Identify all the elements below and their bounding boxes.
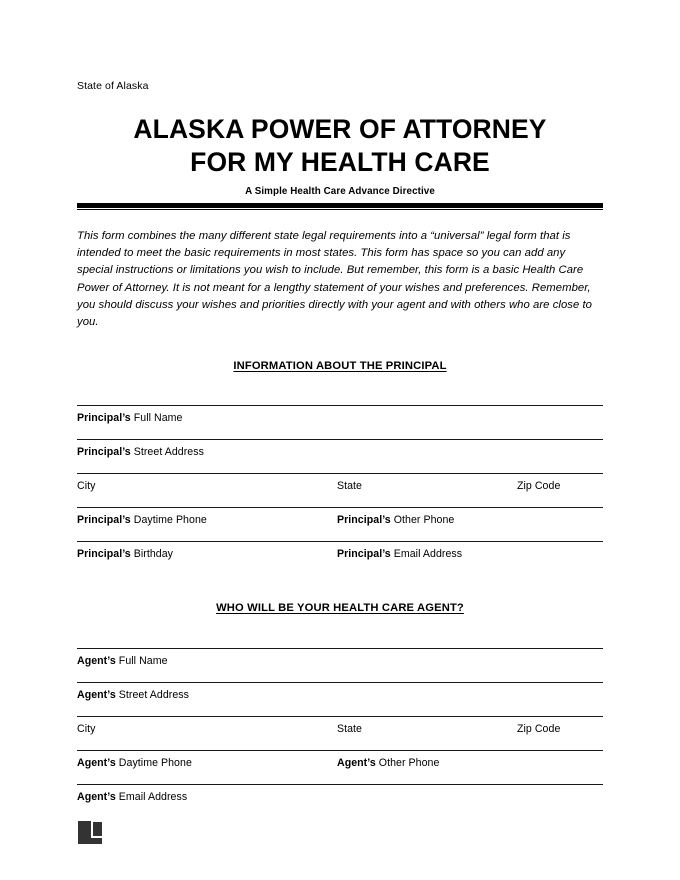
- label-principal-street-address-rest: Street Address: [130, 446, 204, 459]
- label-agent-zip-code: Zip Code: [517, 723, 561, 736]
- section-heading-principal: INFORMATION ABOUT THE PRINCIPAL: [233, 360, 447, 373]
- agent-form-block: [77, 614, 603, 810]
- label-agent-daytime-phone-bold: Agent’s: [77, 757, 116, 770]
- label-principal-email-rest: Email Address: [390, 548, 463, 561]
- label-principal-zip-code: Zip Code: [517, 480, 561, 493]
- label-agent-city: City: [77, 723, 96, 736]
- legal-templates-logo-icon: [78, 820, 102, 844]
- label-principal-city: City: [77, 480, 96, 493]
- label-principal-state: State: [337, 480, 362, 493]
- field-row-principal-full-name[interactable]: [77, 405, 603, 439]
- label-principal-birthday-rest: Birthday: [130, 548, 174, 561]
- field-row-agent-email[interactable]: [77, 784, 603, 810]
- label-principal-email: [337, 548, 462, 561]
- label-principal-other-phone-rest: Other Phone: [390, 514, 455, 527]
- label-principal-other-phone-bold: Principal’s: [337, 514, 391, 527]
- label-principal-birthday-bold: Principal’s: [77, 548, 131, 561]
- intro-paragraph: This form combines the many different state legal requirements into a “universal” legal form that is intended to meet the basic requirements in most states. This form has space so you can add any special instructions or limitations you wish to include. But remember, this form is a basic Health Care Power of Attorney. It is not meant for a lengthy statement of your wishes and preferences. Remember, you should discuss your wishes and priorities directly with your agent and with others who are close to you.: [77, 230, 593, 329]
- label-agent-email: [77, 791, 187, 804]
- label-agent-daytime-phone: [77, 757, 192, 770]
- field-row-agent-city-state-zip[interactable]: [77, 716, 603, 750]
- label-principal-birthday: [77, 548, 173, 561]
- label-agent-street-address-rest: Street Address: [115, 689, 189, 702]
- label-principal-daytime-phone-bold: Principal’s: [77, 514, 131, 527]
- label-principal-other-phone: [337, 514, 454, 527]
- label-principal-street-address-bold: Principal’s: [77, 446, 131, 459]
- label-agent-other-phone-bold: Agent’s: [337, 757, 376, 770]
- field-row-principal-city-state-zip[interactable]: [77, 473, 603, 507]
- label-agent-state: State: [337, 723, 362, 736]
- section-heading-agent: WHO WILL BE YOUR HEALTH CARE AGENT?: [216, 602, 464, 615]
- label-agent-daytime-phone-rest: Daytime Phone: [115, 757, 192, 770]
- page-title-line-2: FOR MY HEALTH CARE: [190, 147, 490, 177]
- state-label: State of Alaska: [77, 80, 149, 92]
- label-agent-full-name: [77, 655, 168, 668]
- field-row-principal-birthday-email[interactable]: [77, 541, 603, 567]
- field-row-principal-street-address[interactable]: [77, 439, 603, 473]
- label-principal-full-name: [77, 412, 182, 425]
- label-agent-other-phone: [337, 757, 439, 770]
- page-subtitle: A Simple Health Care Advance Directive: [245, 186, 435, 197]
- field-row-agent-phones[interactable]: [77, 750, 603, 784]
- label-principal-daytime-phone: [77, 514, 207, 527]
- document-content: [77, 0, 603, 810]
- principal-form-block: [77, 372, 603, 567]
- label-agent-full-name-bold: Agent’s: [77, 655, 116, 668]
- label-principal-street-address: [77, 446, 204, 459]
- header-divider: [77, 203, 603, 210]
- label-principal-daytime-phone-rest: Daytime Phone: [130, 514, 207, 527]
- label-agent-full-name-rest: Full Name: [115, 655, 168, 668]
- label-principal-full-name-rest: Full Name: [130, 412, 183, 425]
- label-agent-street-address-bold: Agent’s: [77, 689, 116, 702]
- field-row-principal-phones[interactable]: [77, 507, 603, 541]
- label-principal-full-name-bold: Principal’s: [77, 412, 131, 425]
- label-agent-email-rest: Email Address: [115, 791, 188, 804]
- label-principal-email-bold: Principal’s: [337, 548, 391, 561]
- label-agent-email-bold: Agent’s: [77, 791, 116, 804]
- page-title-line-1: ALASKA POWER OF ATTORNEY: [133, 114, 547, 144]
- field-row-agent-full-name[interactable]: [77, 648, 603, 682]
- field-row-agent-street-address[interactable]: [77, 682, 603, 716]
- label-agent-other-phone-rest: Other Phone: [375, 757, 440, 770]
- page-title: [77, 92, 603, 179]
- label-agent-street-address: [77, 689, 189, 702]
